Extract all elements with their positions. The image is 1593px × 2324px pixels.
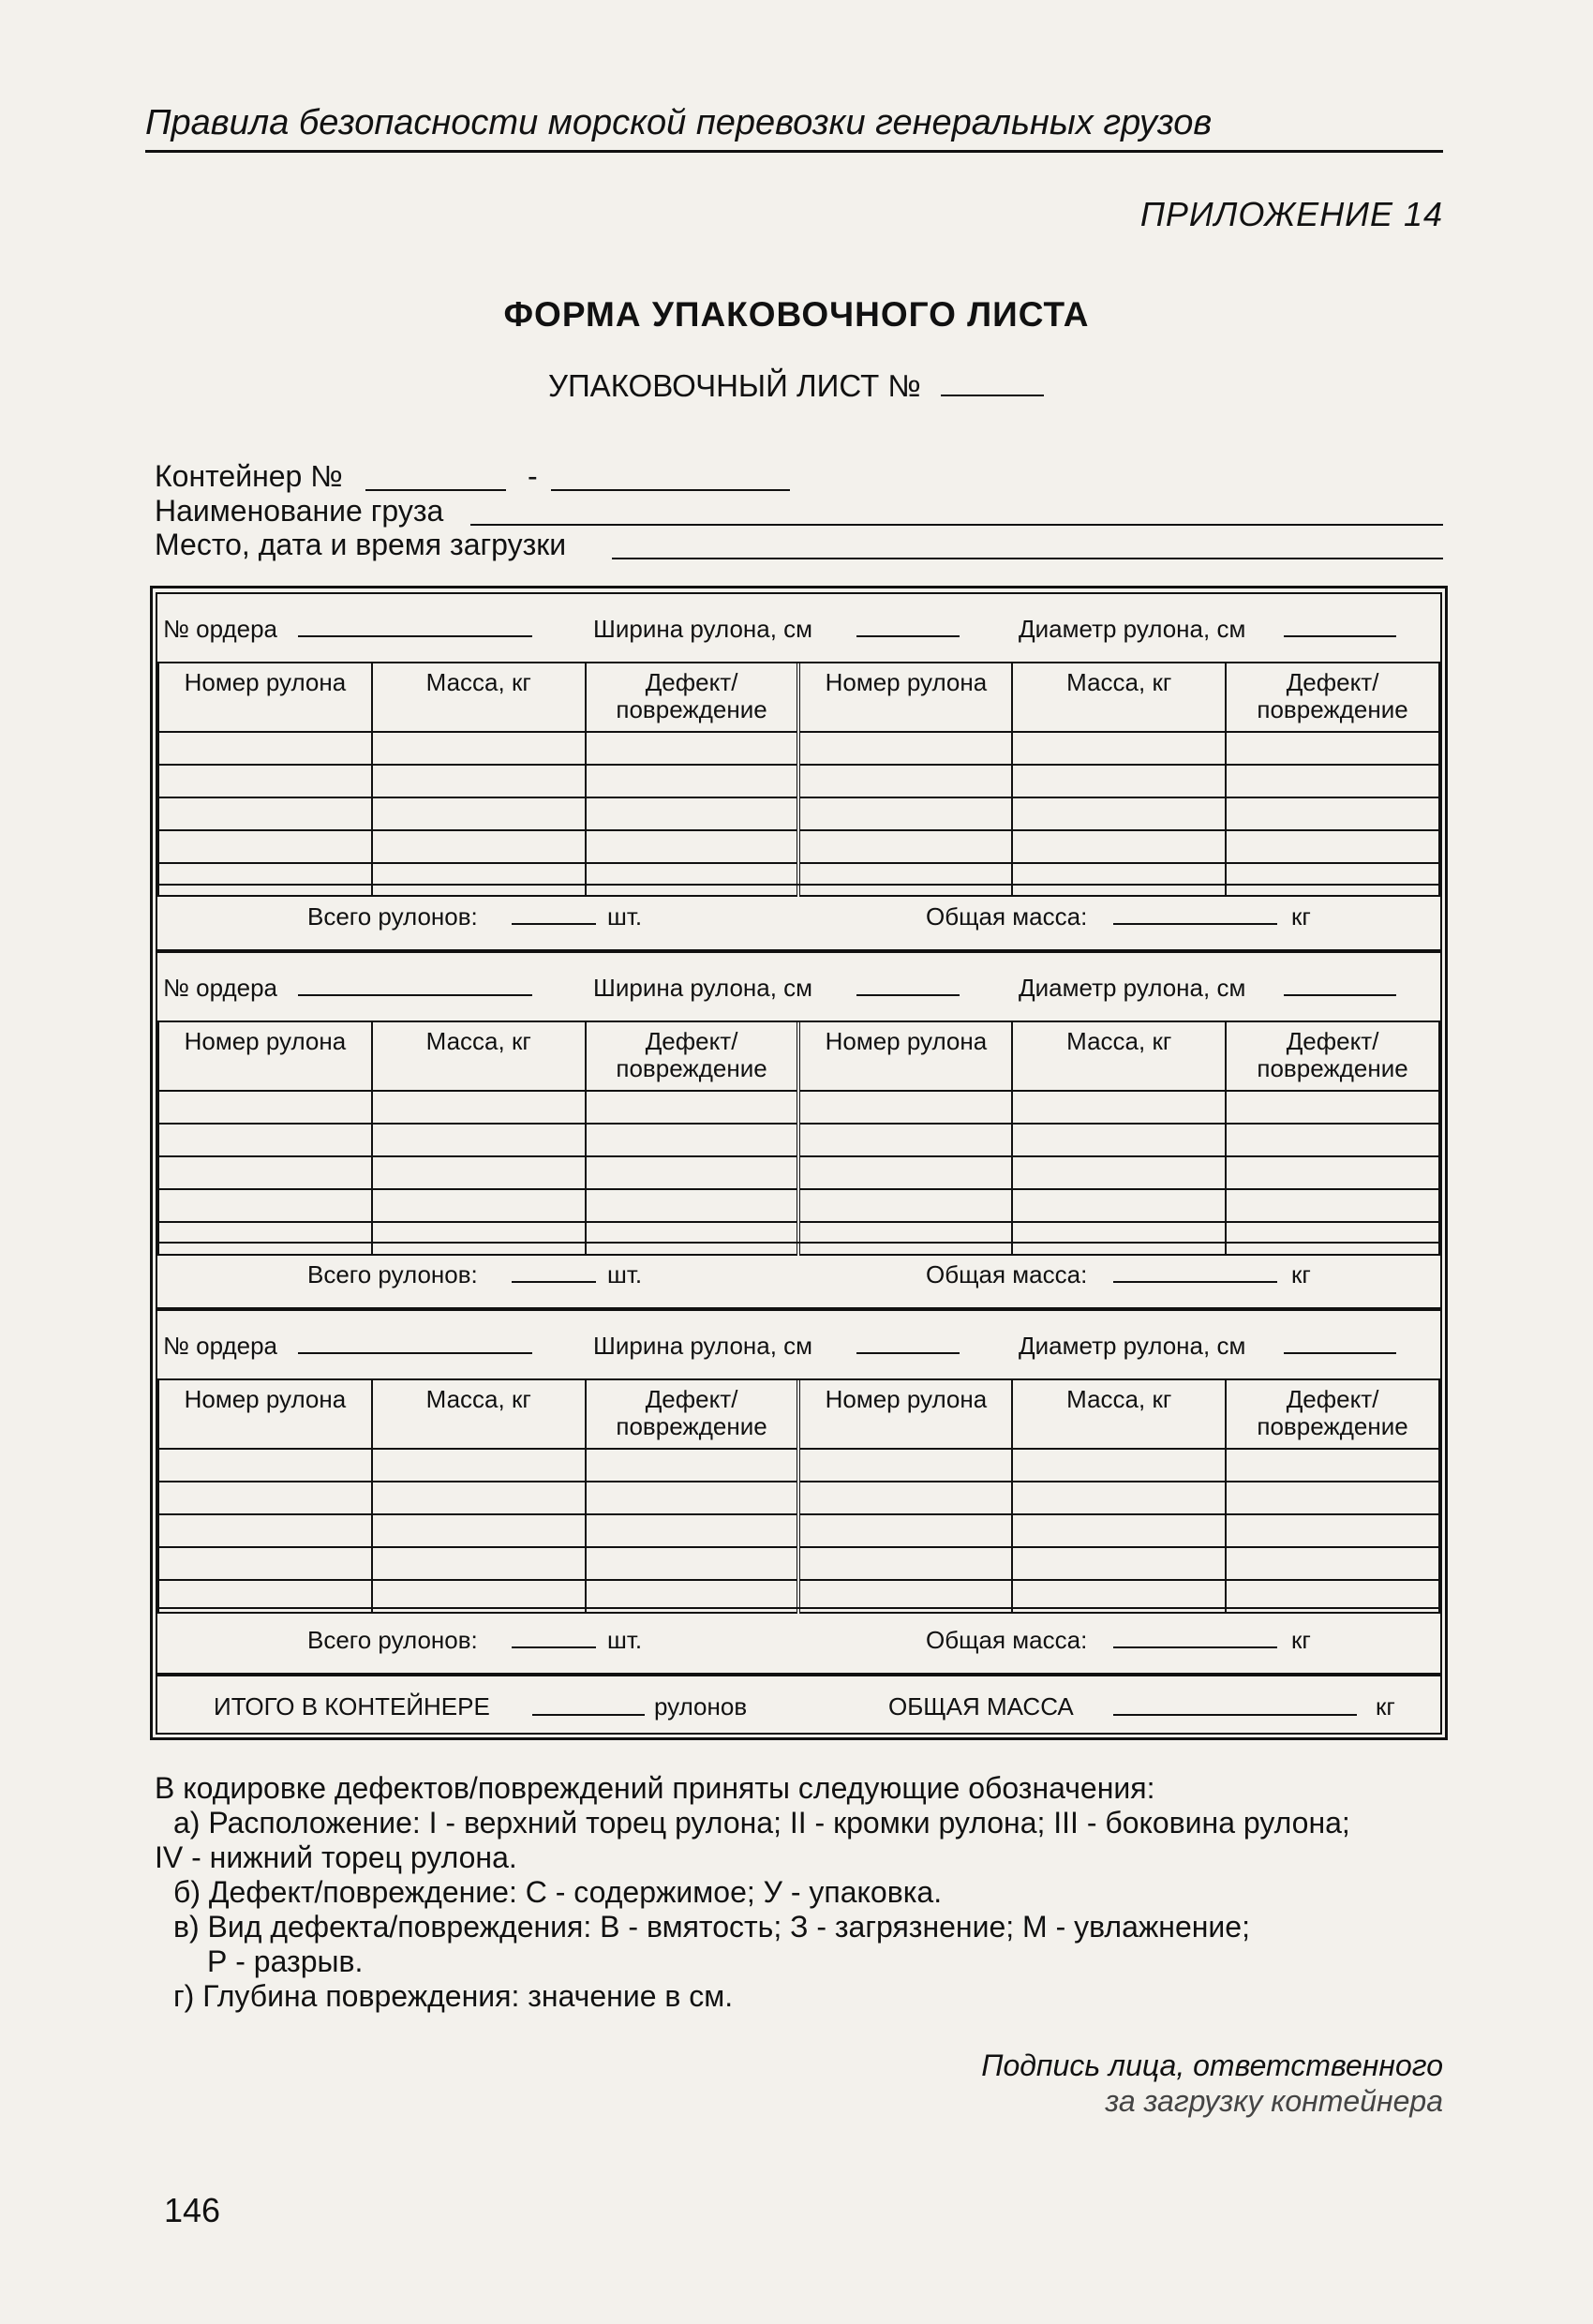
- table-cell[interactable]: [798, 1547, 1012, 1580]
- table-cell[interactable]: [372, 1091, 586, 1124]
- table-cell[interactable]: [798, 1482, 1012, 1514]
- roll-width-line[interactable]: [856, 1352, 960, 1354]
- table-cell[interactable]: [1012, 1156, 1226, 1189]
- total-mass-line[interactable]: [1113, 1646, 1277, 1648]
- legend-item-d: г) Глубина повреждения: значение в см.: [173, 1979, 734, 2013]
- total-mass-label: Общая масса:: [926, 1626, 1088, 1654]
- table-cell[interactable]: [372, 1514, 586, 1547]
- table-cell[interactable]: [1226, 1449, 1439, 1482]
- table-cell[interactable]: [158, 765, 372, 797]
- order-block-header: [157, 594, 1440, 663]
- order-number-line[interactable]: [298, 994, 532, 996]
- table-cell[interactable]: [372, 1124, 586, 1156]
- container-label: Контейнер №: [155, 459, 343, 493]
- table-cell[interactable]: [1226, 1124, 1439, 1156]
- table-row: [158, 1156, 1439, 1189]
- table-cell[interactable]: [1012, 1482, 1226, 1514]
- table-cell[interactable]: [1226, 1514, 1439, 1547]
- col-defect-header: [586, 663, 799, 732]
- block-totals: [157, 884, 1440, 949]
- col-mass-header: Масса, кг: [372, 1021, 586, 1091]
- defect-header-line-2: повреждение: [1257, 1054, 1408, 1082]
- order-label: № ордера: [163, 1332, 277, 1360]
- table-cell[interactable]: [1012, 1189, 1226, 1222]
- order-label: № ордера: [163, 974, 277, 1002]
- defect-header-line-2: повреждение: [616, 1054, 767, 1082]
- table-cell[interactable]: [586, 830, 799, 863]
- sheet-number-label: УПАКОВОЧНЫЙ ЛИСТ №: [548, 368, 921, 403]
- grand-total-mass-label: ОБЩАЯ МАССА: [888, 1692, 1074, 1721]
- table-cell[interactable]: [158, 1514, 372, 1547]
- defect-header-line-1: Дефект/: [645, 1027, 738, 1055]
- table-cell[interactable]: [158, 1482, 372, 1514]
- defect-header-line-2: повреждение: [616, 1412, 767, 1440]
- col-mass-header: Масса, кг: [1012, 663, 1226, 732]
- kg-label: кг: [1291, 1626, 1311, 1654]
- table-cell[interactable]: [1012, 765, 1226, 797]
- table-row: [158, 1091, 1439, 1124]
- loading-info-line[interactable]: [612, 558, 1443, 559]
- col-mass-header: Масса, кг: [372, 663, 586, 732]
- table-cell[interactable]: [586, 1449, 799, 1482]
- col-roll-number-header: Номер рулона: [158, 663, 372, 732]
- grand-total-label: ИТОГО В КОНТЕЙНЕРЕ: [214, 1692, 490, 1721]
- col-defect-header: [1226, 663, 1439, 732]
- table-cell[interactable]: [1012, 830, 1226, 863]
- table-cell[interactable]: [586, 1514, 799, 1547]
- table-cell[interactable]: [1012, 1449, 1226, 1482]
- table-cell[interactable]: [1226, 765, 1439, 797]
- table-cell[interactable]: [586, 1124, 799, 1156]
- total-rolls-line[interactable]: [512, 1281, 596, 1283]
- defect-header-line-1: Дефект/: [645, 1385, 738, 1413]
- roll-width-label: Ширина рулона, см: [593, 974, 813, 1002]
- table-cell[interactable]: [1012, 797, 1226, 830]
- table-row: [158, 830, 1439, 863]
- col-mass-header: Масса, кг: [372, 1379, 586, 1449]
- table-cell[interactable]: [798, 830, 1012, 863]
- col-roll-number-header: Номер рулона: [798, 1021, 1012, 1091]
- legend-item-c: в) Вид дефекта/повреждения: В - вмятость; З - загрязнение; М - увлажнение;: [173, 1910, 1250, 1944]
- container-dash: -: [528, 459, 538, 493]
- table-cell[interactable]: [1012, 732, 1226, 765]
- table-cell[interactable]: [798, 1449, 1012, 1482]
- header-rule: [145, 150, 1443, 153]
- grand-total-rolls-label: рулонов: [654, 1692, 748, 1721]
- roll-width-label: Ширина рулона, см: [593, 615, 813, 643]
- kg-label: кг: [1291, 1260, 1311, 1289]
- table-cell[interactable]: [586, 732, 799, 765]
- table-row: [158, 765, 1439, 797]
- table-cell[interactable]: [798, 1124, 1012, 1156]
- table-cell[interactable]: [372, 732, 586, 765]
- table-cell[interactable]: [372, 1482, 586, 1514]
- table-cell[interactable]: [1226, 1482, 1439, 1514]
- roll-diameter-line[interactable]: [1284, 994, 1396, 996]
- table-row: [158, 1547, 1439, 1580]
- table-cell[interactable]: [158, 830, 372, 863]
- kg-label: кг: [1291, 902, 1311, 931]
- legend-item-b: б) Дефект/повреждение: С - содержимое; У - упаковка.: [173, 1875, 943, 1909]
- table-cell[interactable]: [158, 1091, 372, 1124]
- col-mass-header: Масса, кг: [1012, 1021, 1226, 1091]
- order-label: № ордера: [163, 615, 277, 643]
- legend-item-c-cont: Р - разрыв.: [207, 1944, 364, 1978]
- table-row: [158, 1482, 1439, 1514]
- table-cell[interactable]: [1012, 1514, 1226, 1547]
- total-mass-label: Общая масса:: [926, 902, 1088, 931]
- signature-line-2: за загрузку контейнера: [1105, 2084, 1443, 2118]
- roll-diameter-line[interactable]: [1284, 1352, 1396, 1354]
- total-mass-line[interactable]: [1113, 1281, 1277, 1283]
- table-cell[interactable]: [586, 1156, 799, 1189]
- defect-header-line-1: Дефект/: [645, 668, 738, 696]
- grand-total-kg-label: кг: [1376, 1692, 1395, 1721]
- table-cell[interactable]: [1226, 1547, 1439, 1580]
- table-cell[interactable]: [372, 1156, 586, 1189]
- roll-diameter-line[interactable]: [1284, 635, 1396, 637]
- table-cell[interactable]: [158, 1124, 372, 1156]
- form-title: ФОРМА УПАКОВОЧНОГО ЛИСТА: [503, 295, 1090, 334]
- table-cell[interactable]: [798, 1514, 1012, 1547]
- order-number-line[interactable]: [298, 635, 532, 637]
- roll-diameter-label: Диаметр рулона, см: [1019, 615, 1246, 643]
- col-defect-header: [1226, 1021, 1439, 1091]
- cargo-label: Наименование груза: [155, 494, 444, 528]
- table-cell[interactable]: [1226, 1091, 1439, 1124]
- order-number-line[interactable]: [298, 1352, 532, 1354]
- table-row: [158, 732, 1439, 765]
- defect-header-line-2: повреждение: [1257, 1412, 1408, 1440]
- legend-item-a: а) Расположение: I - верхний торец рулона; II - кромки рулона; III - боковина рулона;: [173, 1806, 1350, 1840]
- table-cell[interactable]: [586, 1189, 799, 1222]
- total-mass-line[interactable]: [1113, 923, 1277, 925]
- block-totals: [157, 1607, 1440, 1673]
- defect-header-line-2: повреждение: [1257, 695, 1408, 723]
- table-row: [158, 1124, 1439, 1156]
- table-cell[interactable]: [798, 732, 1012, 765]
- table-cell[interactable]: [1226, 797, 1439, 830]
- col-mass-header: Масса, кг: [1012, 1379, 1226, 1449]
- total-rolls-label: Всего рулонов:: [307, 1626, 478, 1654]
- loading-label: Место, дата и время загрузки: [155, 528, 567, 561]
- roll-diameter-label: Диаметр рулона, см: [1019, 974, 1246, 1002]
- table-cell[interactable]: [798, 1156, 1012, 1189]
- appendix-label: ПРИЛОЖЕНИЕ 14: [1139, 195, 1443, 233]
- order-block-header: [157, 1311, 1440, 1380]
- table-cell[interactable]: [1226, 732, 1439, 765]
- table-cell[interactable]: [586, 765, 799, 797]
- pcs-label: шт.: [607, 902, 643, 931]
- loading-field: [155, 528, 566, 562]
- total-rolls-line[interactable]: [512, 923, 596, 925]
- signature-line-1: Подпись лица, ответственного: [981, 2048, 1443, 2082]
- col-roll-number-header: Номер рулона: [798, 1379, 1012, 1449]
- order-block-2: [156, 951, 1442, 1309]
- table-cell[interactable]: [586, 1547, 799, 1580]
- table-cell[interactable]: [372, 797, 586, 830]
- total-rolls-label: Всего рулонов:: [307, 1260, 478, 1289]
- table-cell[interactable]: [1226, 830, 1439, 863]
- total-mass-label: Общая масса:: [926, 1260, 1088, 1289]
- table-cell[interactable]: [1012, 1547, 1226, 1580]
- table-cell[interactable]: [1012, 1091, 1226, 1124]
- table-cell[interactable]: [798, 797, 1012, 830]
- table-cell[interactable]: [798, 1091, 1012, 1124]
- roll-width-line[interactable]: [856, 635, 960, 637]
- table-row: [158, 797, 1439, 830]
- table-cell[interactable]: [158, 1156, 372, 1189]
- total-rolls-label: Всего рулонов:: [307, 902, 478, 931]
- rolls-table: [157, 1020, 1440, 1256]
- col-defect-header: [586, 1379, 799, 1449]
- table-cell[interactable]: [1226, 1156, 1439, 1189]
- table-cell[interactable]: [372, 830, 586, 863]
- defect-header-line-1: Дефект/: [1286, 1027, 1379, 1055]
- sheet-number-field: [548, 364, 1044, 404]
- legend-intro: В кодировке дефектов/повреждений приняты следующие обозначения:: [155, 1771, 1155, 1805]
- table-cell[interactable]: [586, 797, 799, 830]
- table-cell[interactable]: [158, 732, 372, 765]
- table-row: [158, 1189, 1439, 1222]
- container-field: [155, 459, 343, 494]
- legend-item-a-cont: IV - нижний торец рулона.: [155, 1840, 517, 1874]
- table-cell[interactable]: [1012, 1124, 1226, 1156]
- table-row: [158, 1449, 1439, 1482]
- container-suffix-line[interactable]: [551, 489, 790, 491]
- roll-diameter-label: Диаметр рулона, см: [1019, 1332, 1246, 1360]
- rolls-table: [157, 662, 1440, 897]
- block-totals: [157, 1242, 1440, 1307]
- table-cell[interactable]: [158, 797, 372, 830]
- table-row: [158, 1514, 1439, 1547]
- order-block-3: [156, 1309, 1442, 1675]
- defect-header-line-2: повреждение: [616, 695, 767, 723]
- grand-total-rolls-line[interactable]: [532, 1714, 645, 1716]
- table-cell[interactable]: [798, 765, 1012, 797]
- signature-caption: [981, 2048, 1443, 2119]
- order-block-header: [157, 953, 1440, 1022]
- running-title: Правила безопасности морской перевозки генеральных грузов: [145, 103, 1213, 142]
- container-grand-total: [156, 1675, 1442, 1735]
- table-cell[interactable]: [372, 1189, 586, 1222]
- table-cell[interactable]: [798, 1189, 1012, 1222]
- col-roll-number-header: Номер рулона: [158, 1379, 372, 1449]
- cargo-name-line[interactable]: [470, 524, 1443, 526]
- grand-total-mass-line[interactable]: [1113, 1714, 1357, 1716]
- cargo-field: [155, 494, 443, 529]
- col-roll-number-header: Номер рулона: [798, 663, 1012, 732]
- roll-width-line[interactable]: [856, 994, 960, 996]
- pcs-label: шт.: [607, 1260, 643, 1289]
- defect-header-line-1: Дефект/: [1286, 1385, 1379, 1413]
- defect-header-line-1: Дефект/: [1286, 668, 1379, 696]
- page-number: 146: [164, 2191, 221, 2229]
- table-cell[interactable]: [372, 1449, 586, 1482]
- table-cell[interactable]: [158, 1547, 372, 1580]
- col-defect-header: [586, 1021, 799, 1091]
- col-defect-header: [1226, 1379, 1439, 1449]
- table-cell[interactable]: [158, 1449, 372, 1482]
- table-cell[interactable]: [1226, 1189, 1439, 1222]
- table-cell[interactable]: [586, 1482, 799, 1514]
- roll-width-label: Ширина рулона, см: [593, 1332, 813, 1360]
- defect-legend: [155, 1771, 1350, 2014]
- sheet-number-input-line[interactable]: [941, 364, 1044, 396]
- order-block-1: [156, 592, 1442, 951]
- rolls-table: [157, 1378, 1440, 1614]
- table-cell[interactable]: [586, 1091, 799, 1124]
- col-roll-number-header: Номер рулона: [158, 1021, 372, 1091]
- table-cell[interactable]: [372, 765, 586, 797]
- container-number-line[interactable]: [365, 489, 506, 491]
- total-rolls-line[interactable]: [512, 1646, 596, 1648]
- table-cell[interactable]: [372, 1547, 586, 1580]
- pcs-label: шт.: [607, 1626, 643, 1654]
- table-cell[interactable]: [158, 1189, 372, 1222]
